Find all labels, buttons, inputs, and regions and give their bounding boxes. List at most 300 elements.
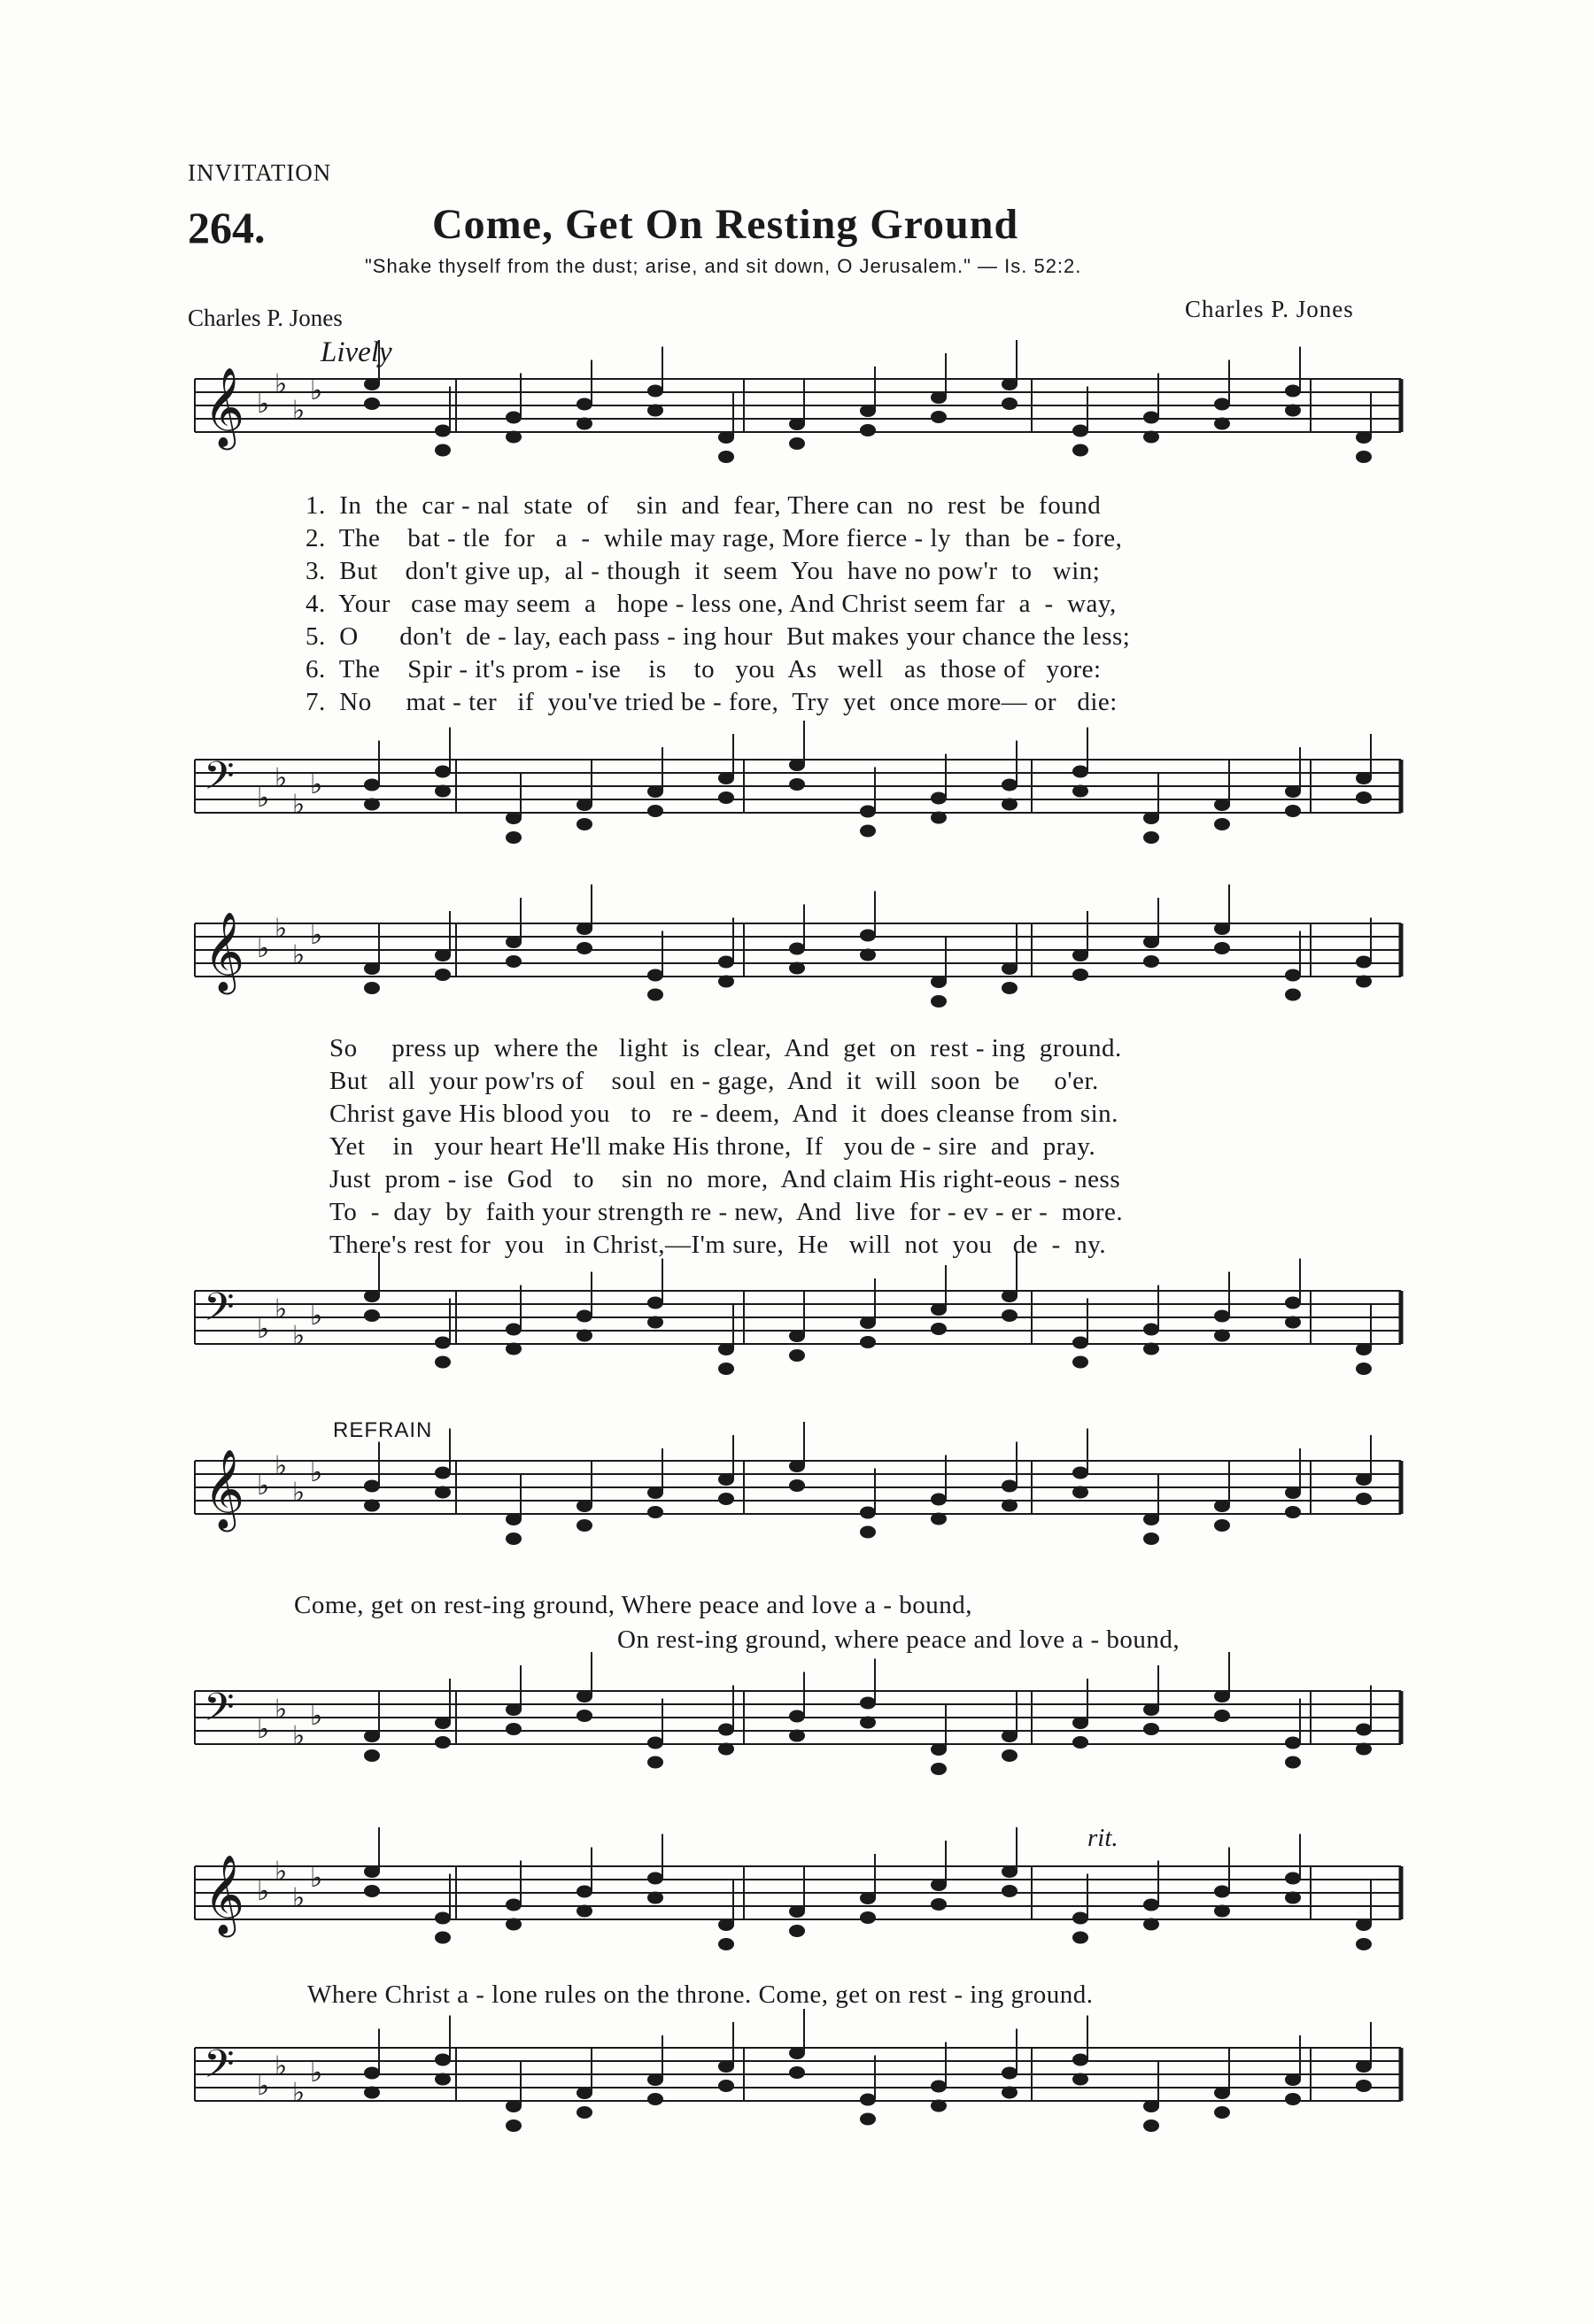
note-head [506, 936, 522, 948]
note-head [506, 955, 522, 968]
note-head [647, 1872, 663, 1885]
note-head [718, 1724, 734, 1736]
note-head [931, 1763, 947, 1775]
note-head [860, 1336, 876, 1348]
note-head [1002, 1749, 1018, 1762]
note-head [1214, 1500, 1230, 1512]
note-head [1143, 1899, 1159, 1911]
note-head [435, 1736, 451, 1749]
note-head [1285, 1892, 1301, 1904]
refrain-lyric-line2: Where Christ a - lone rules on the throne. Come, get on rest - ing ground. [307, 1980, 1094, 2009]
note-head [1002, 1500, 1018, 1512]
note-head [931, 1879, 947, 1891]
flat-sign: ♭ [257, 1314, 270, 1345]
note-head [1356, 976, 1372, 988]
note-head [1072, 1356, 1088, 1369]
flat-sign: ♭ [257, 389, 270, 420]
note-head [647, 969, 663, 982]
note-head [506, 1324, 522, 1336]
note-head [647, 1757, 663, 1769]
flat-sign: ♭ [292, 395, 306, 427]
note-head [506, 1343, 522, 1355]
note-head [506, 2119, 522, 2132]
note-head [1072, 2073, 1088, 2086]
note-head [1072, 1486, 1088, 1499]
note-head [789, 1710, 805, 1723]
note-head [1285, 989, 1301, 1001]
note-head [931, 1898, 947, 1911]
ritardando-marking: rit. [1087, 1824, 1118, 1852]
note-head [860, 930, 876, 942]
note-head [647, 805, 663, 817]
note-head [364, 2087, 380, 2099]
note-head [576, 418, 592, 430]
treble-clef: 𝄞 [204, 1449, 245, 1529]
note-head [1002, 982, 1018, 994]
note-head [364, 1500, 380, 1512]
flat-sign: ♭ [275, 913, 288, 945]
note-head [718, 1363, 734, 1375]
scripture-epigraph: "Shake thyself from the dust; arise, and sit down, O Jerusalem." — Is. 52:2. [365, 255, 1082, 277]
hymn-title: Come, Get On Resting Ground [432, 201, 1019, 248]
note-head [1285, 2093, 1301, 2105]
note-head [860, 424, 876, 436]
note-head [364, 1290, 380, 1302]
verse-line: 1. In the car - nal state of sin and fear, There can no rest be found [306, 491, 1102, 520]
note-head [1143, 431, 1159, 444]
note-head [931, 1513, 947, 1525]
section-label: INVITATION [188, 159, 332, 186]
flat-sign: ♭ [292, 2077, 306, 2109]
note-head [364, 1885, 380, 1897]
note-head [647, 1316, 663, 1329]
flat-sign: ♭ [275, 1293, 288, 1325]
note-head [364, 1865, 380, 1878]
note-head [1072, 785, 1088, 798]
note-head [789, 962, 805, 975]
note-head [435, 444, 451, 457]
verse-line: But all your pow'rs of soul en - gage, And it will soon be o'er. [329, 1067, 1099, 1095]
note-head [576, 923, 592, 935]
note-head [1143, 1343, 1159, 1355]
note-head [1214, 799, 1230, 811]
note-head [647, 2093, 663, 2105]
note-head [1285, 1506, 1301, 1518]
note-head [506, 431, 522, 444]
note-head [647, 1892, 663, 1904]
verse-line: 7. No mat - ter if you've tried be - fore, Try yet once more— or die: [306, 688, 1118, 716]
note-head [860, 1911, 876, 1924]
note-head [789, 418, 805, 430]
note-head [718, 451, 734, 463]
verse-line: There's rest for you in Christ,—I'm sure, He will not you de - ny. [329, 1231, 1107, 1259]
hymn-number: 264. [188, 203, 266, 252]
note-head [1356, 956, 1372, 969]
refrain-lyric-line1-alto: On rest-ing ground, where peace and love a - bound, [617, 1625, 1180, 1654]
note-head [364, 1749, 380, 1762]
note-head [364, 1480, 380, 1493]
verse-line: To - day by faith your strength re - new, And live for - ev - er - more. [329, 1198, 1124, 1226]
tempo-marking: Lively [321, 336, 392, 368]
note-head [576, 398, 592, 411]
note-head [506, 1899, 522, 1911]
note-head [1072, 425, 1088, 437]
verse-line: 3. But don't give up, al - though it seem You have no pow'r to win; [306, 557, 1101, 585]
note-head [789, 943, 805, 955]
note-head [718, 1938, 734, 1950]
flat-sign: ♭ [257, 2071, 270, 2102]
refrain-label: REFRAIN [333, 1418, 433, 1442]
flat-sign: ♭ [292, 939, 306, 971]
note-head [1002, 1480, 1018, 1493]
flat-sign: ♭ [310, 1301, 323, 1332]
flat-sign: ♭ [275, 1450, 288, 1482]
note-head [860, 1507, 876, 1519]
note-head [789, 1905, 805, 1918]
note-head [1002, 1290, 1018, 1302]
note-head [1072, 969, 1088, 981]
note-head [1356, 431, 1372, 444]
note-head [1285, 405, 1301, 417]
note-head [506, 831, 522, 844]
flat-sign: ♭ [310, 920, 323, 951]
note-head [435, 949, 451, 961]
verse-line: 6. The Spir - it's prom - ise is to you As well as those of yore: [306, 655, 1102, 683]
note-head [1356, 1724, 1372, 1736]
note-head [435, 425, 451, 437]
note-head [1285, 1737, 1301, 1749]
note-head [718, 431, 734, 444]
note-head [931, 391, 947, 404]
note-head [718, 1473, 734, 1486]
note-head [1002, 1730, 1018, 1742]
note-head [718, 1919, 734, 1931]
note-head [1214, 1519, 1230, 1532]
flat-sign: ♭ [275, 762, 288, 794]
note-head [931, 1323, 947, 1335]
note-head [1002, 779, 1018, 791]
note-head [1214, 1710, 1230, 1722]
note-head [1285, 969, 1301, 982]
note-head [435, 1912, 451, 1925]
note-head [1002, 1309, 1018, 1322]
bass-clef: 𝄢 [204, 753, 235, 808]
note-head [435, 1486, 451, 1499]
refrain-lyric-line1: Come, get on rest-ing ground, Where peace and love a - bound, [294, 1591, 973, 1619]
note-head [435, 766, 451, 778]
note-head [576, 2087, 592, 2099]
note-head [718, 772, 734, 784]
note-head [789, 759, 805, 771]
note-head [1002, 378, 1018, 390]
flat-sign: ♭ [310, 375, 323, 406]
note-head [789, 1730, 805, 1742]
note-head [860, 2113, 876, 2126]
note-head [1214, 1310, 1230, 1323]
treble-clef: 𝄞 [204, 1855, 245, 1934]
note-head [1072, 949, 1088, 961]
flat-sign: ♭ [310, 769, 323, 800]
flat-sign: ♭ [275, 368, 288, 400]
note-head [931, 976, 947, 988]
note-head [1143, 955, 1159, 968]
note-head [1214, 398, 1230, 411]
note-head [1356, 772, 1372, 784]
note-head [1214, 2106, 1230, 2119]
flat-sign: ♭ [257, 933, 270, 964]
note-head [435, 1717, 451, 1729]
verse-line: Just prom - ise God to sin no more, And claim His right-eous - ness [329, 1165, 1121, 1193]
note-head [364, 982, 380, 994]
note-head [1072, 1912, 1088, 1925]
flat-sign: ♭ [310, 1701, 323, 1732]
note-head [1143, 1533, 1159, 1545]
flat-sign: ♭ [292, 1882, 306, 1914]
note-head [1072, 1932, 1088, 1944]
note-head [1072, 444, 1088, 457]
note-head [931, 1303, 947, 1316]
note-head [1356, 451, 1372, 463]
note-head [789, 1349, 805, 1362]
note-head [576, 1905, 592, 1918]
note-head [1356, 1473, 1372, 1486]
note-head [931, 792, 947, 805]
verse-line: Yet in your heart He'll make His throne, If you de - sire and pray. [329, 1132, 1096, 1161]
note-head [576, 818, 592, 830]
note-head [364, 2067, 380, 2080]
note-head [576, 1886, 592, 1898]
note-head [1002, 1865, 1018, 1878]
note-head [931, 1494, 947, 1506]
note-head [576, 1519, 592, 1532]
note-head [1214, 942, 1230, 954]
note-head [1072, 1736, 1088, 1749]
note-head [931, 411, 947, 423]
note-head [506, 2100, 522, 2112]
note-head [718, 956, 734, 969]
note-head [1285, 1757, 1301, 1769]
note-head [1356, 791, 1372, 804]
note-head [1002, 2087, 1018, 2099]
note-head [506, 1703, 522, 1716]
verse-line: Christ gave His blood you to re - deem, And it does cleanse from sin. [329, 1100, 1118, 1128]
note-head [718, 1343, 734, 1355]
note-head [789, 1479, 805, 1492]
note-head [1143, 412, 1159, 424]
note-head [1143, 1703, 1159, 1716]
note-head [1285, 805, 1301, 817]
note-head [1214, 418, 1230, 430]
note-head [931, 812, 947, 824]
note-head [364, 378, 380, 390]
note-head [1214, 1905, 1230, 1918]
note-head [1143, 1723, 1159, 1735]
note-head [1356, 1743, 1372, 1756]
note-head [860, 949, 876, 961]
flat-sign: ♭ [292, 789, 306, 821]
flat-sign: ♭ [275, 1694, 288, 1726]
note-head [1214, 923, 1230, 935]
bass-clef: 𝄢 [204, 2041, 235, 2096]
note-head [1072, 1717, 1088, 1729]
flat-sign: ♭ [257, 1876, 270, 1907]
note-head [435, 785, 451, 798]
note-head [506, 1919, 522, 1931]
note-head [435, 2054, 451, 2066]
note-head [1356, 1363, 1372, 1375]
note-head [576, 1330, 592, 1342]
note-head [1143, 831, 1159, 844]
note-head [789, 1460, 805, 1472]
flat-sign: ♭ [310, 1863, 323, 1894]
flat-sign: ♭ [310, 2058, 323, 2089]
note-head [1143, 1513, 1159, 1525]
note-head [1143, 2119, 1159, 2132]
verse-line: 2. The bat - tle for a - while may rage, More fierce - ly than be - fore, [306, 524, 1123, 552]
flat-sign: ♭ [275, 1856, 288, 1888]
note-head [364, 779, 380, 791]
flat-sign: ♭ [292, 1477, 306, 1509]
note-head [576, 799, 592, 811]
note-head [718, 1743, 734, 1756]
flat-sign: ♭ [257, 1714, 270, 1745]
note-head [1143, 936, 1159, 948]
note-head [1214, 1690, 1230, 1702]
note-head [1214, 1330, 1230, 1342]
note-head [931, 995, 947, 1008]
note-head [718, 2080, 734, 2092]
note-head [718, 791, 734, 804]
note-head [364, 962, 380, 975]
note-head [647, 785, 663, 798]
note-head [1356, 1343, 1372, 1355]
note-head [1356, 2080, 1372, 2092]
note-head [647, 385, 663, 398]
note-head [1214, 1886, 1230, 1898]
note-head [364, 398, 380, 410]
note-head [1072, 2054, 1088, 2066]
words-credit: Charles P. Jones [188, 305, 343, 331]
flat-sign: ♭ [257, 783, 270, 814]
note-head [789, 437, 805, 450]
note-head [1143, 1919, 1159, 1931]
note-head [1285, 385, 1301, 398]
note-head [1002, 2067, 1018, 2080]
note-head [364, 1309, 380, 1322]
note-head [1002, 799, 1018, 811]
note-head [1356, 1919, 1372, 1931]
treble-clef: 𝄞 [204, 912, 245, 992]
note-head [1285, 785, 1301, 798]
note-head [576, 2106, 592, 2119]
note-head [860, 806, 876, 818]
note-head [789, 1330, 805, 1342]
note-head [860, 2094, 876, 2106]
flat-sign: ♭ [310, 1457, 323, 1488]
note-head [1143, 812, 1159, 824]
note-head [576, 1710, 592, 1722]
note-head [435, 1932, 451, 1944]
note-head [576, 1310, 592, 1323]
flat-sign: ♭ [292, 1720, 306, 1752]
note-head [506, 1723, 522, 1735]
note-head [647, 1297, 663, 1309]
note-head [718, 1493, 734, 1505]
note-head [1356, 2060, 1372, 2073]
note-head [860, 1892, 876, 1904]
note-head [931, 2081, 947, 2093]
note-head [718, 976, 734, 988]
note-head [647, 1737, 663, 1749]
note-head [647, 405, 663, 417]
note-head [860, 405, 876, 417]
note-head [506, 812, 522, 824]
note-head [1285, 1316, 1301, 1329]
note-head [1002, 398, 1018, 410]
note-head [931, 1743, 947, 1756]
note-head [647, 1486, 663, 1499]
bass-clef: 𝄢 [204, 1284, 235, 1340]
note-head [1356, 1493, 1372, 1505]
note-head [576, 1500, 592, 1512]
verse-line: So press up where the light is clear, And get on rest - ing ground. [329, 1034, 1122, 1062]
note-head [1072, 1467, 1088, 1479]
note-head [718, 2060, 734, 2073]
note-head [647, 989, 663, 1001]
note-head [860, 825, 876, 838]
note-head [1214, 2087, 1230, 2099]
flat-sign: ♭ [257, 1471, 270, 1502]
note-head [1002, 962, 1018, 975]
note-head [789, 778, 805, 791]
note-head [1143, 1324, 1159, 1336]
treble-clef: 𝄞 [204, 367, 245, 447]
note-head [576, 1690, 592, 1702]
note-head [435, 969, 451, 981]
note-head [364, 1730, 380, 1742]
note-head [1072, 1337, 1088, 1349]
note-head [789, 2066, 805, 2079]
note-head [1285, 1486, 1301, 1499]
note-head [647, 2073, 663, 2086]
note-head [435, 1467, 451, 1479]
note-head [506, 1533, 522, 1545]
note-head [1285, 1872, 1301, 1885]
note-head [364, 799, 380, 811]
flat-sign: ♭ [292, 1320, 306, 1352]
note-head [576, 942, 592, 954]
note-head [860, 1316, 876, 1329]
note-head [789, 2047, 805, 2059]
note-head [506, 412, 522, 424]
note-head [435, 2073, 451, 2086]
note-head [860, 1697, 876, 1710]
note-head [789, 1925, 805, 1937]
note-head [647, 1506, 663, 1518]
note-head [435, 1337, 451, 1349]
note-head [435, 1356, 451, 1369]
note-head [1285, 1297, 1301, 1309]
note-head [860, 1526, 876, 1539]
note-head [506, 1513, 522, 1525]
note-head [1285, 2073, 1301, 2086]
note-head [1356, 1938, 1372, 1950]
verse-line: 4. Your case may seem a hope - less one, And Christ seem far a - way, [306, 590, 1117, 618]
bass-clef: 𝄢 [204, 1684, 235, 1740]
music-credit: Charles P. Jones [1185, 296, 1354, 322]
note-head [1143, 2100, 1159, 2112]
note-head [931, 2100, 947, 2112]
